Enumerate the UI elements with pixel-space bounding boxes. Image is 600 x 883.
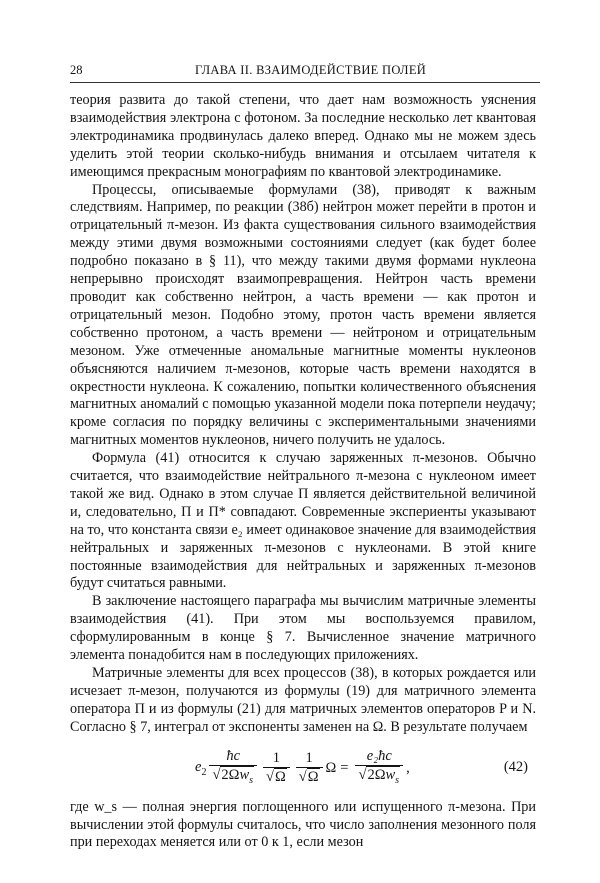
running-head: ГЛАВА II. ВЗАИМОДЕЙСТВИЕ ПОЛЕЙ: [195, 63, 427, 77]
page-number: 28: [70, 63, 83, 77]
header-rule: [70, 82, 540, 83]
paragraph-1: теория развита до такой степени, что дает нам возможность уяснения взаимодействия электрона с фотоном. За последние несколько лет квантовая электродинамика продвинулась далеко вперед. Однако мы не можем здесь уделить этой теории сколько-нибудь внимания и отсылаем читателя к имеющимся прекрасным монографиям по квантовой электродинамике.: [70, 92, 536, 180]
page-body: [70, 92, 536, 852]
equation-comma: ,: [406, 760, 410, 777]
fraction-rhs: $\frac{\text{e₂ħc}}{√2\Omega w_s}$: [355, 748, 403, 790]
paragraph-2: Процессы, описываемые формулами (38), приводят к важным следствиям. Например, по реакции (38б) нейтрон может перейти в протон и отрицательный π-мезон. Из факта существования сильного взаимодействия между этими двумя возможными состояниями следует (как будет более подробно показано в § 11), что между такими двумя формами нуклеона непрерывно происходят взаимопревращения. Нейтрон часть времени проводит как собственно нейтрон, а часть времени — как протон и отрицательный мезон. Подобно этому, протон часть времени является собственно протоном, а часть времени — нейтроном и отрицательным мезоном. Уже отмеченные аномальные магнитные моменты нуклеонов объясняются наличием π-мезонов, которые часть времени находятся в окрестности нуклеона. К сожалению, попытки количественного объяснения магнитных аномалий с помощью указанной модели пока потерпели неудачу; кроме согласия по порядку величины с экспериментальными значениями магнитных моментов нуклеонов, ничего получить не удалось.: [70, 181, 536, 449]
paragraph-5: Матричные элементы для всех процессов (38), в которых рождается или исчезает π-мезон, получаются из формулы (19) для матричного элемента оператора Π и из формулы (21) для матричных элементов операторов P и N. Согласно § 7, интеграл от экспоненты заменен на Ω. В результате получаем: [70, 665, 536, 735]
paragraph-4: В заключение настоящего параграфа мы вычислим матричные элементы взаимодействия (41). При этом мы воспользуемся правилом, сформулированным в конце § 7. Вычисленное значение матричного элемента понадобится нам в последующих приложениях.: [70, 593, 536, 664]
equation-number: (42): [503, 758, 528, 775]
page-header: [70, 62, 540, 78]
fraction-one-over-sqrt-omega-a: $\frac{1}{√\Omega}$: [263, 750, 290, 787]
equation-body: [195, 743, 410, 795]
fraction-one-over-sqrt-omega-b: $\frac{1}{√\Omega}$: [296, 750, 323, 787]
paragraph-6: где w_s — полная энергия поглощенного или испущенного π-мезона. При вычислении этой формулы считалось, что число заполнения мезонного поля при переходах меняется или от 0 к 1, если мезон: [70, 798, 536, 851]
coupling-constant: $e_2$: [195, 759, 207, 779]
fraction-hbar-c: $\frac{ħc}{√2\Omega w_s}$: [209, 748, 257, 790]
omega-factor: Ω: [325, 760, 337, 777]
paragraph-3: Формула (41) относится к случаю заряженных π-мезонов. Обычно считается, что взаимодействие нейтрального π-мезона с нуклеоном имеет такой же вид. Однако в этом случае Π является действительной величиной и, следовательно, Π и Π* совпадают. Современные экспериенты указывают на то, что константа связи e₂ имеет одинаковое значение для взаимодействия нейтральных и заряженных π-мезонов с нуклеонами. В этой книге постоянные взаимодействия для нейтральных и заряженных π-мезонов будут считаться равными.: [70, 450, 536, 592]
equation-42: [70, 743, 536, 795]
equals-sign: =: [340, 760, 349, 777]
